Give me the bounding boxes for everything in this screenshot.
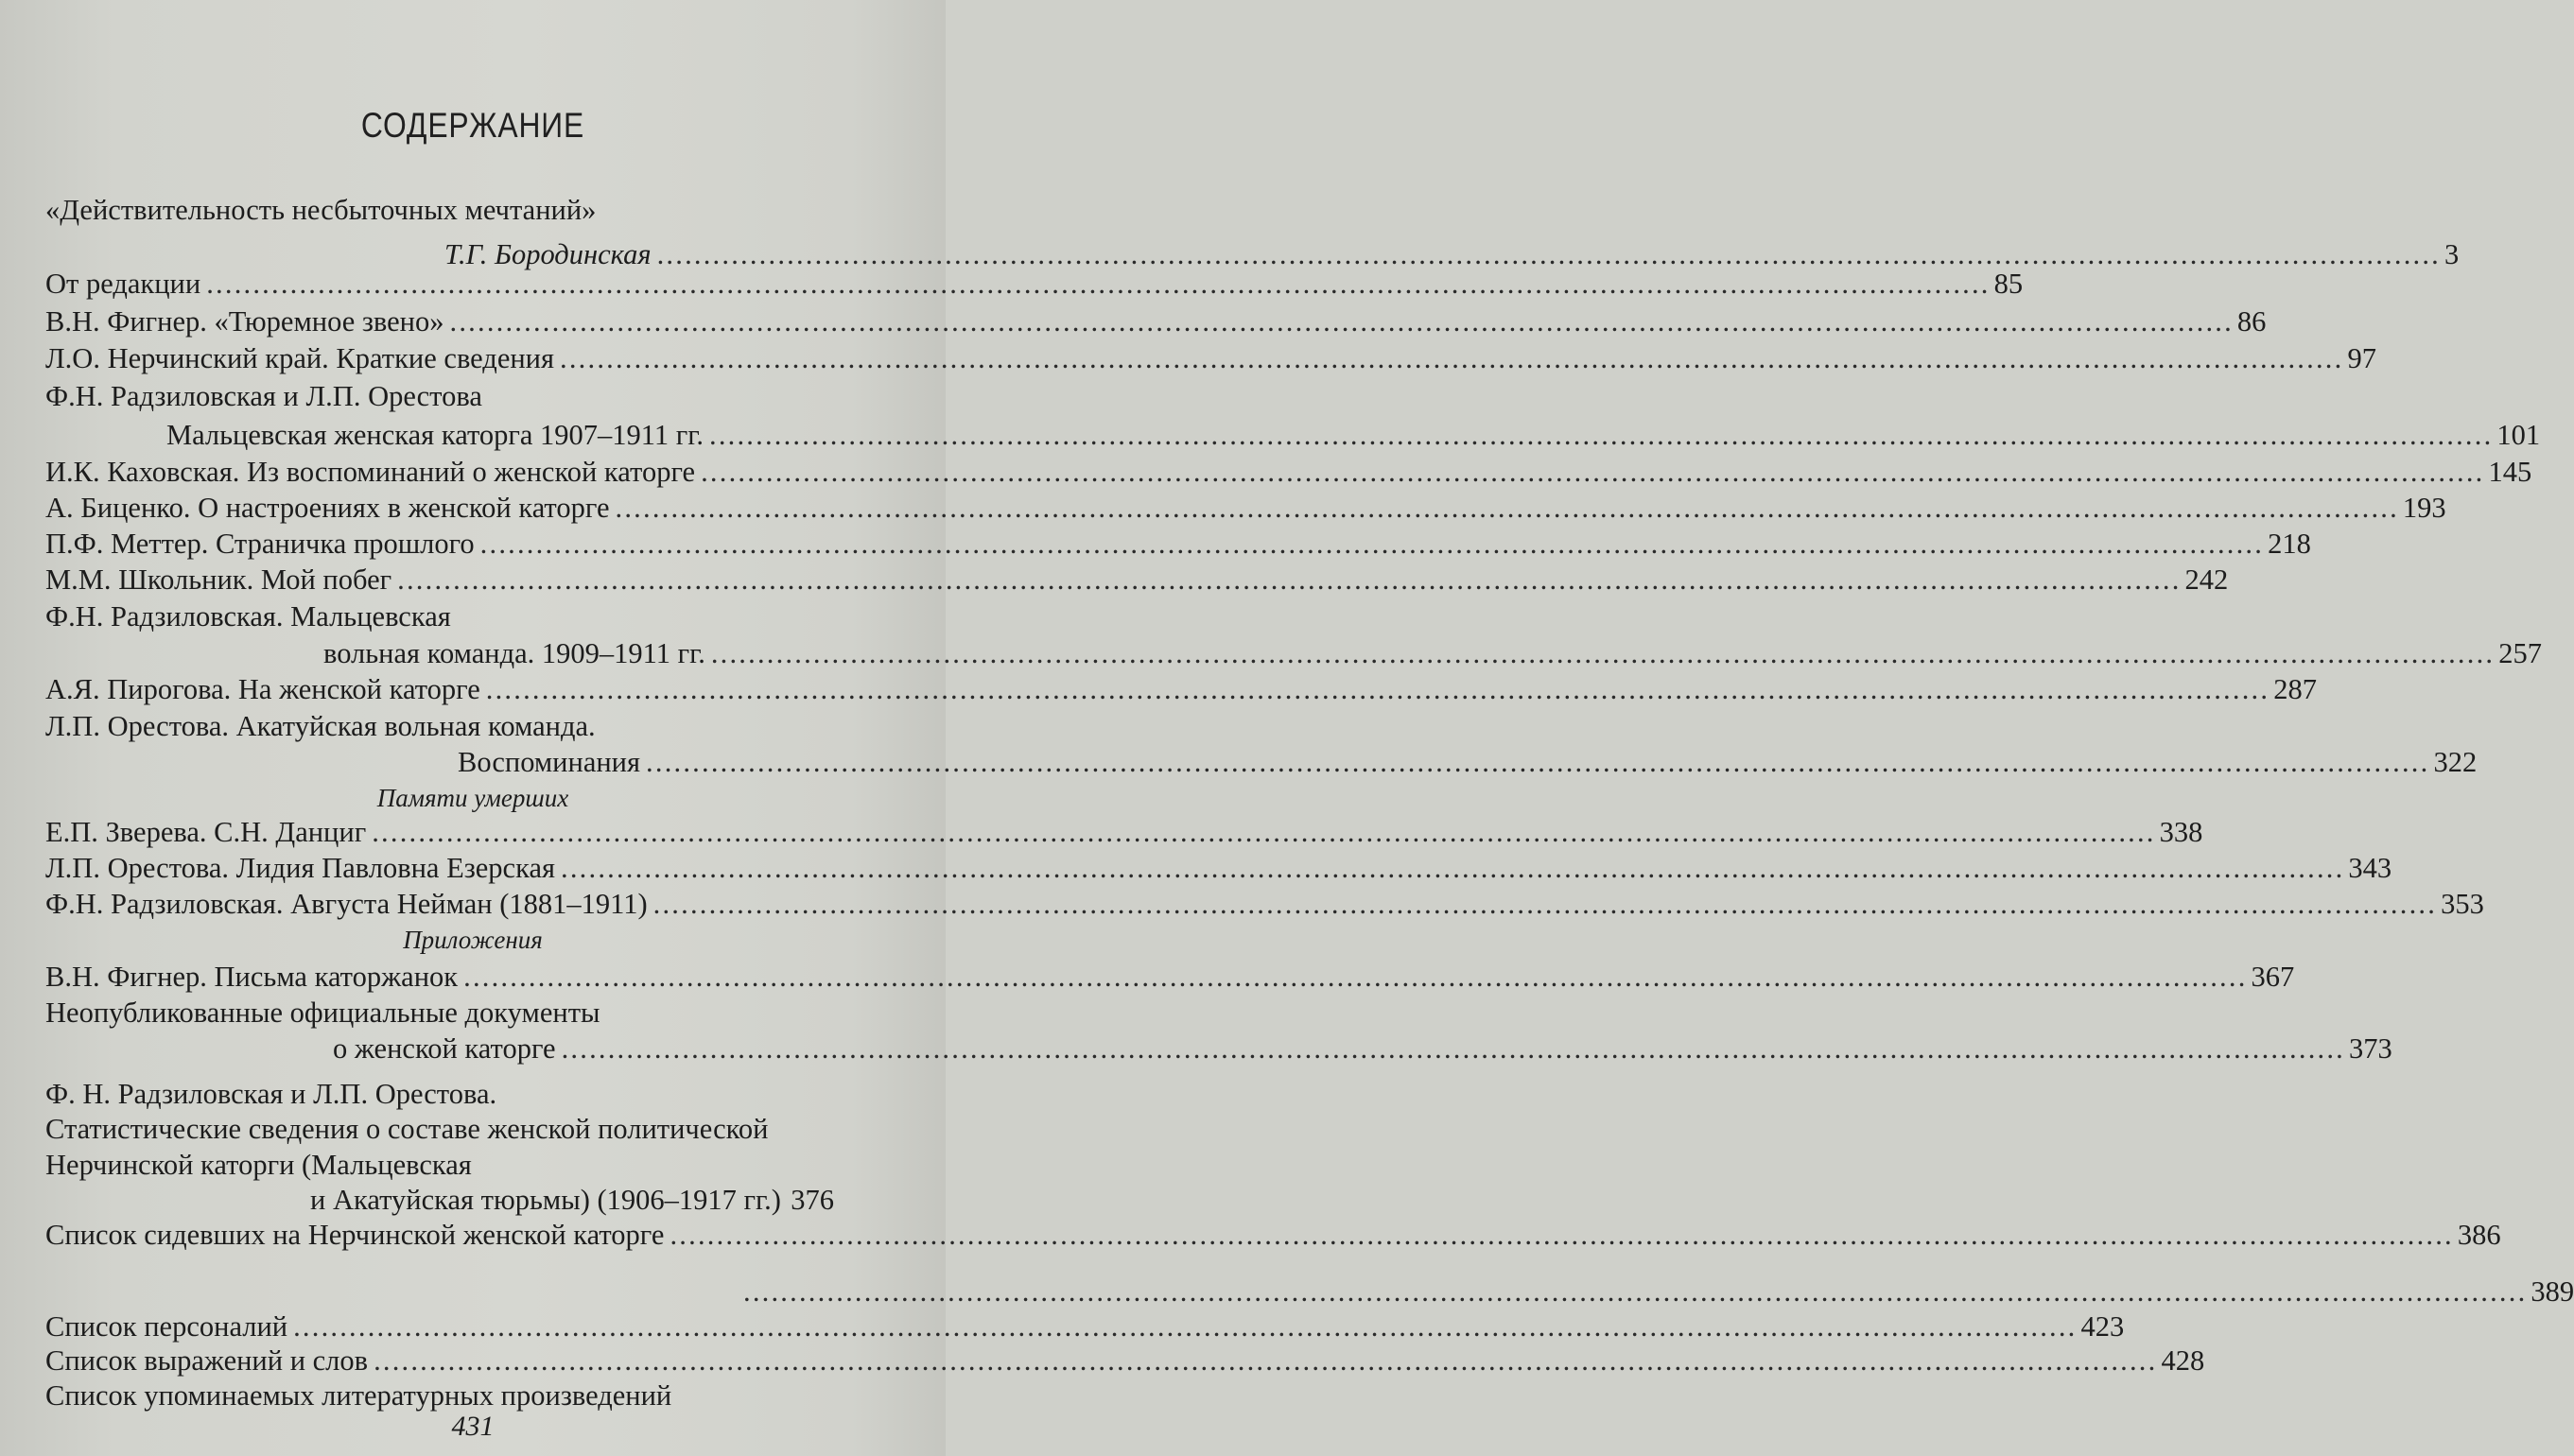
toc-entry-page: 193	[2402, 492, 2446, 524]
toc-entry-page: 3	[2444, 238, 2460, 270]
leader-dots: ................................................................................................................................................................................................	[670, 1219, 2454, 1251]
toc-entry	[45, 1378, 840, 1413]
leader-dots: ................................................................................................................................................................................................	[646, 746, 2430, 778]
toc-entry-text: А.Я. Пирогова. На женской каторге	[45, 673, 480, 705]
toc-entry-text: Ф.Н. Радзиловская и Л.П. Орестова	[45, 380, 482, 412]
toc-entry-page: 389	[2531, 1275, 2574, 1308]
toc-entry-page: 86	[2236, 305, 2267, 338]
toc-entry	[45, 562, 2229, 598]
toc-entry	[45, 1217, 2501, 1253]
leader-dots: ................................................................................................................................................................................................	[656, 238, 2441, 270]
toc-entry-text: Ф. Н. Радзиловская и Л.П. Орестова.	[45, 1078, 497, 1110]
toc-entry-text: Л.П. Орестова. Лидия Павловна Езерская	[45, 852, 556, 884]
page-number: 431	[451, 1411, 495, 1442]
toc-entry-text: Воспоминания	[458, 746, 641, 778]
toc-entry	[458, 744, 2478, 780]
toc-entry-text: Л.П. Орестова. Акатуйская вольная команда.	[45, 710, 596, 742]
toc-entry	[323, 635, 2542, 671]
toc-entry	[45, 708, 840, 744]
toc-entry	[738, 1274, 2574, 1309]
toc-entry-text: В.Н. Фигнер. «Тюремное звено»	[45, 305, 444, 338]
toc-entry-page: 145	[2488, 456, 2532, 488]
section-heading-in-memoriam: Памяти умерших	[376, 784, 569, 812]
toc-entry	[45, 192, 840, 228]
leader-dots: ................................................................................................................................................................................................	[701, 456, 2485, 488]
toc-entry-text: А. Биценко. О настроениях в женской каторге	[45, 492, 610, 524]
toc-entry-page: 85	[1993, 268, 2024, 300]
toc-entry	[45, 1309, 2125, 1344]
toc-entry	[45, 266, 2024, 302]
leader-dots: ................................................................................................................................................................................................	[561, 1032, 2345, 1065]
toc-entry-text: Список персоналий	[45, 1310, 288, 1343]
toc-entry-text: П.Ф. Меттер. Страничка прошлого	[45, 528, 475, 560]
leader-dots: ................................................................................................................................................................................................	[560, 342, 2344, 374]
toc-entry	[45, 1076, 840, 1112]
toc-entry	[45, 814, 2203, 850]
toc-entry	[45, 1111, 840, 1147]
toc-entry	[45, 959, 2295, 995]
toc-entry-page: 218	[2268, 528, 2311, 560]
toc-entry-text: Список сидевших на Нерчинской женской каторге	[45, 1219, 665, 1251]
toc-entry-text: Мальцевская женская каторга 1907–1911 гг.	[166, 419, 704, 451]
toc-entry-text: вольная команда. 1909–1911 гг.	[323, 637, 705, 669]
toc-entry	[45, 526, 2311, 562]
toc-entry	[45, 340, 2376, 376]
leader-dots: ................................................................................................................................................................................................	[652, 888, 2438, 920]
toc-entry-page: 376	[791, 1184, 834, 1216]
toc-entry-text: Ф.Н. Радзиловская. Августа Нейман (1881–1911)	[45, 888, 648, 920]
toc-entry-author: Т.Г. Бородинская	[444, 238, 652, 270]
toc-entry-page: 101	[2496, 419, 2541, 451]
leader-dots: ................................................................................................................................................................................................	[374, 1344, 2158, 1377]
toc-entry-page: 242	[2184, 563, 2229, 596]
toc-entry-page: 322	[2433, 746, 2478, 778]
toc-entry-page: 343	[2348, 852, 2392, 884]
toc-entry-text: Ф.Н. Радзиловская. Мальцевская	[45, 600, 451, 633]
leader-dots: ................................................................................................................................................................................................	[710, 637, 2496, 669]
leader-dots: ................................................................................................................................................................................................	[463, 961, 2248, 993]
leader-dots: ................................................................................................................................................................................................	[206, 268, 1991, 300]
toc-entry-page: 287	[2273, 673, 2317, 705]
toc-entry	[166, 417, 2541, 453]
toc-entry-page: 386	[2457, 1219, 2501, 1251]
toc-entry-text: Список упоминаемых литературных произведений	[45, 1379, 672, 1412]
toc-entry-text: Список выражений и слов	[45, 1344, 369, 1377]
toc-entry	[45, 303, 2267, 339]
toc-entry	[45, 1343, 2205, 1378]
toc-entry-page: 423	[2080, 1310, 2125, 1343]
toc-entry-page: 428	[2161, 1344, 2205, 1377]
leader-dots: ................................................................................................................................................................................................	[709, 419, 2494, 451]
toc-entry-text: и Акатуйская тюрьмы) (1906–1917 гг.)	[310, 1184, 781, 1216]
leader-dots: ................................................................................................................................................................................................	[743, 1275, 2528, 1308]
toc-entry	[45, 1147, 840, 1183]
leader-dots: ................................................................................................................................................................................................	[397, 563, 2182, 596]
toc-entry	[45, 454, 2532, 490]
toc-entry-page: 338	[2159, 816, 2203, 848]
page-title: СОДЕРЖАНИЕ	[360, 106, 585, 145]
toc-entry-text: Статистические сведения о составе женской политической	[45, 1113, 769, 1145]
leader-dots: ................................................................................................................................................................................................	[449, 305, 2234, 338]
toc-entry-text: о женской каторге	[333, 1032, 556, 1065]
toc-entry-page: 257	[2498, 637, 2542, 669]
toc-entry-page: 367	[2251, 961, 2295, 993]
leader-dots: ................................................................................................................................................................................................	[479, 528, 2265, 560]
toc-entry-page: 353	[2441, 888, 2484, 920]
toc-entry	[45, 598, 840, 634]
toc-entry	[333, 1031, 2392, 1066]
leader-dots: ................................................................................................................................................................................................	[485, 673, 2270, 705]
toc-entry-text: В.Н. Фигнер. Письма каторжанок	[45, 961, 459, 993]
leader-dots: ................................................................................................................................................................................................	[293, 1310, 2078, 1343]
toc-entry-text: От редакции	[45, 268, 201, 300]
leader-dots: ................................................................................................................................................................................................	[615, 492, 2399, 524]
toc-entry-text: Нерчинской каторги (Мальцевская	[45, 1149, 472, 1181]
toc-entry	[310, 1182, 834, 1218]
toc-entry	[45, 850, 2392, 886]
toc-entry-text: М.М. Школьник. Мой побег	[45, 563, 392, 596]
toc-entry-page: 97	[2347, 342, 2376, 374]
toc-entry	[45, 886, 2484, 922]
toc-entry-text: Е.П. Зверева. С.Н. Данциг	[45, 816, 367, 848]
toc-entry	[45, 490, 2446, 526]
toc-entry-text: Неопубликованные официальные документы	[45, 997, 600, 1029]
section-heading-appendices: Приложения	[403, 926, 543, 954]
toc-entry-text: Л.О. Нерчинский край. Краткие сведения	[45, 342, 555, 374]
toc-entry	[45, 378, 840, 414]
leader-dots: ................................................................................................................................................................................................	[372, 816, 2156, 848]
toc-entry	[45, 671, 2317, 707]
toc-entry-text: «Действительность несбыточных мечтаний»	[45, 194, 597, 226]
toc-entry-text: И.К. Каховская. Из воспоминаний о женской каторге	[45, 456, 696, 488]
toc-entry	[45, 995, 840, 1031]
leader-dots: ................................................................................................................................................................................................	[561, 852, 2345, 884]
toc-entry-page: 373	[2349, 1032, 2392, 1065]
